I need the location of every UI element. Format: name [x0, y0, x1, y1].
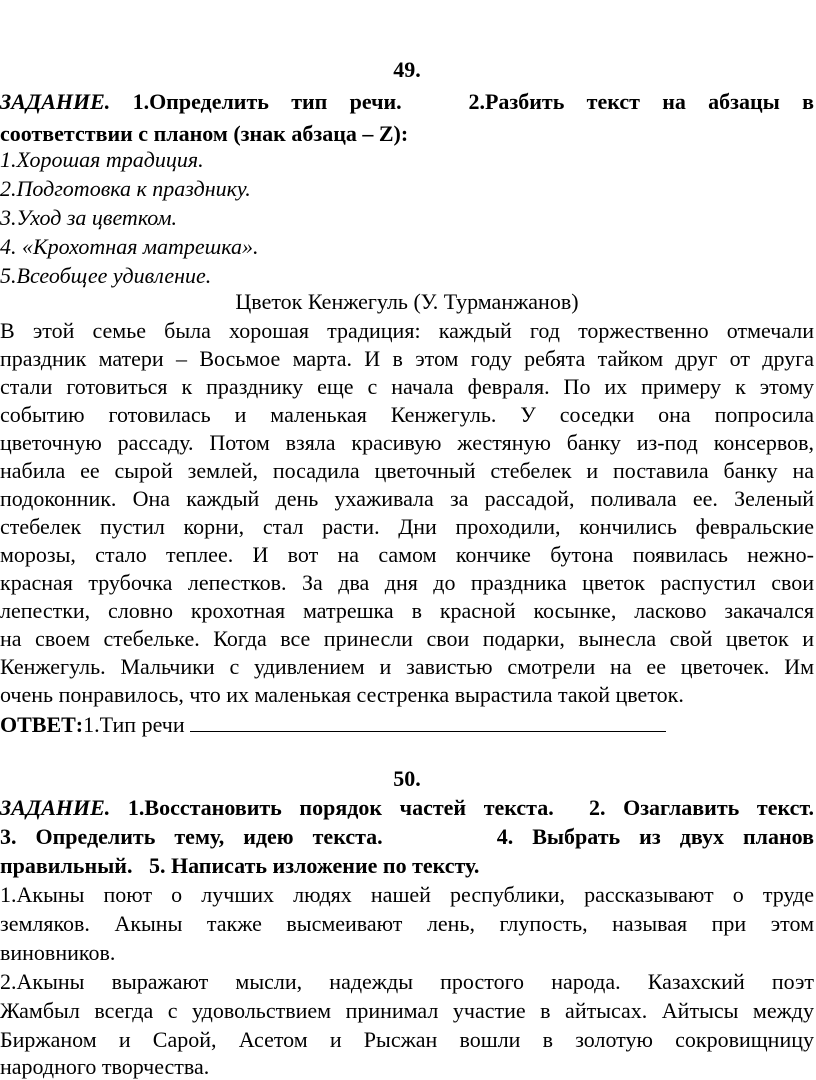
- plan-item: 2.Подготовка к празднику.: [0, 176, 251, 201]
- answer-label: ОТВЕТ:: [0, 712, 84, 737]
- plan-item: 5.Всеобщее удивление.: [0, 263, 212, 288]
- text-line: виновников.: [0, 940, 116, 965]
- task-instructions: 1.Восстановить порядок частей текста. 2. Озаглавить текст.: [127, 795, 815, 820]
- task-instructions: 1.Определить тип речи. 2.Разбить текст на абзацы в: [132, 89, 814, 114]
- task-label: ЗАДАНИЕ.: [0, 89, 111, 114]
- text-line: Биржаном и Сарой, Асетом и Рысжан вошли в золотую сокровищницу: [0, 1027, 814, 1052]
- text-line: морозы, стало теплее. И вот на самом кончике бутона появилась нежно-: [0, 542, 814, 567]
- task-50-heading-line-1: [0, 795, 814, 821]
- answer-prompt: 1.Тип речи: [83, 712, 185, 737]
- text-line: очень понравилось, что их маленькая сестренка вырастила такой цветок.: [0, 682, 684, 707]
- task-49-heading-line-1: [0, 89, 814, 115]
- answer-line: [0, 712, 814, 738]
- text-line: Жамбыл всегда с удовольствием принимал участие в айтысах. Айтысы между: [0, 998, 814, 1023]
- text-line: лепестки, словно крохотная матрешка в красной косынке, ласково закачался: [0, 598, 814, 623]
- text-line: земляков. Акыны также высмеивают лень, глупость, называя при этом: [0, 911, 814, 936]
- text-line: на своем стебельке. Когда все принесли свои подарки, вынесла свой цветок и: [0, 626, 814, 651]
- task-50-heading-line-2: 3. Определить тему, идею текста. 4. Выбрать из двух планов: [0, 824, 814, 849]
- task-number-50: 50.: [393, 766, 421, 791]
- answer-blank-field[interactable]: [190, 713, 666, 732]
- text-line: стебелек пустил корни, стал расти. Дни проходили, кончились февральские: [0, 514, 814, 539]
- text-line: В этой семье была хорошая традиция: каждый год торжественно отмечали: [0, 318, 814, 343]
- text-line: народного творчества.: [0, 1054, 210, 1079]
- text-line: стали готовиться к празднику еще с начала февраля. По их примеру к этому: [0, 374, 814, 399]
- text-line: красная трубочка лепестков. За два дня до праздника цветок распустил свои: [0, 570, 814, 595]
- text-line: 2.Акыны выражают мысли, надежды простого народа. Казахский поэт: [0, 969, 814, 994]
- plan-item: 1.Хорошая традиция.: [0, 147, 204, 172]
- text-line: событию готовилась и маленькая Кенжегуль. У соседки она попросила: [0, 402, 814, 427]
- text-line: подоконник. Она каждый день ухаживала за рассадой, поливала ее. Зеленый: [0, 486, 814, 511]
- text-line: набила ее сырой землей, посадила цветочный стебелек и поставила банку на: [0, 458, 814, 483]
- text-line: 1.Акыны поют о лучших людях нашей республики, рассказывают о труде: [0, 882, 814, 907]
- text-title: Цветок Кенжегуль (У. Турманжанов): [235, 289, 579, 314]
- plan-item: 3.Уход за цветком.: [0, 205, 177, 230]
- task-49-heading-line-2: соответствии с планом (знак абзаца – Z):: [0, 121, 409, 146]
- task-50-heading-line-3: правильный. 5. Написать изложение по тексту.: [0, 853, 480, 878]
- plan-item: 4. «Крохотная матрешка».: [0, 234, 259, 259]
- text-line: цветочную рассаду. Потом взяла красивую жестяную банку из-под консервов,: [0, 430, 814, 455]
- text-line: праздник матери – Восьмое марта. И в этом году ребята тайком друг от друга: [0, 346, 814, 371]
- task-label: ЗАДАНИЕ.: [0, 795, 111, 820]
- text-line: Кенжегуль. Мальчики с удивлением и завистью смотрели на ее цветочек. Им: [0, 654, 814, 679]
- task-number-49: 49.: [393, 57, 421, 82]
